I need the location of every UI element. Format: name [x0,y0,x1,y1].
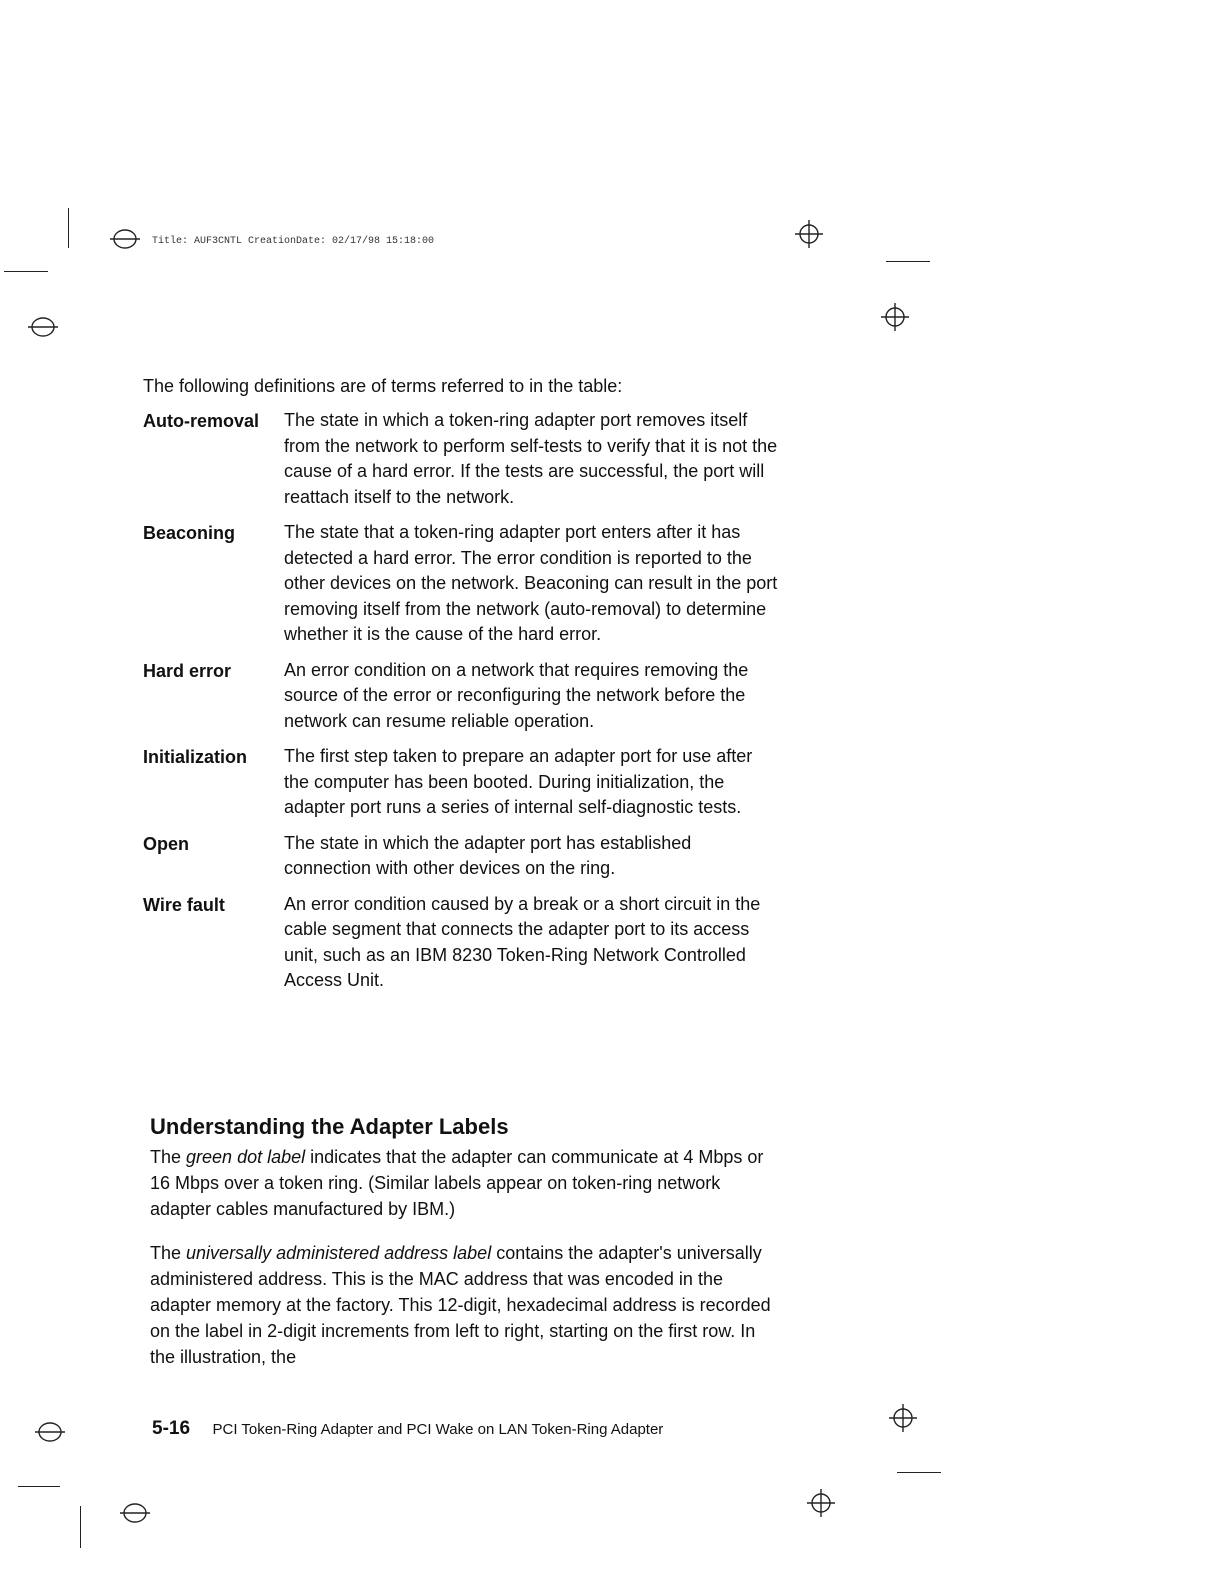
definition-term: Hard error [143,660,232,681]
definition-item [143,744,783,821]
registration-mark-icon [33,1421,67,1443]
registration-mark-icon [108,228,142,250]
crosshair-mark-icon [806,1488,836,1518]
crop-mark [68,208,69,248]
definition-term: Auto-removal [143,411,260,431]
definition-description: An error condition caused by a break or a short circuit in the cable segment that connects the adapter port to its access unit, such as an IBM 8230 Token-Ring Network Controlled Access Unit. [284,893,761,990]
definition-description: The state in which a token-ring adapter port removes itself from the network to perform self-tests to verify that it is not the cause of a hard error. If the tests are successful, the port will reattach itself to the network. [284,410,778,507]
definition-item [143,520,783,648]
green-dot-paragraph [150,1144,780,1222]
print-metadata: Title: AUF3CNTL CreationDate: 02/17/98 15:18:00 [152,236,435,247]
paragraph-text: The [150,1147,187,1167]
definition-term: Beaconing [143,523,236,543]
definition-term: Wire fault [143,894,225,915]
crop-mark [80,1506,81,1548]
definition-item [143,658,783,735]
definition-description: The state in which the adapter port has established connection with other devices on the ring. [284,832,692,878]
definition-description: The first step taken to prepare an adapter port for use after the computer has been booted. During initialization, the adapter port runs a series of internal self-diagnostic tests. [284,746,753,817]
registration-mark-icon [26,316,60,338]
crosshair-mark-icon [794,219,824,249]
definition-item [143,408,783,510]
definition-term: Initialization [143,747,248,767]
address-label-paragraph [150,1240,780,1370]
definition-description: The state that a token-ring adapter port enters after it has detected a hard error. The error condition is reported to the other devices on the network. Beaconing can result in the port removing itself from the network (auto-removal) to determine whether it is the cause of the hard error. [284,522,778,644]
paragraph-text: contains the adapter's universally administered address. This is the MAC address that was encoded in the adapter memory at the factory. This 12-digit, hexadecimal address is recorded on the label in 2-digit increments from left to right, starting on the first row. In the illustration, the [150,1243,771,1367]
crop-mark [18,1486,60,1487]
definition-term: Open [143,833,190,854]
emphasized-term: green dot label [186,1147,306,1167]
crop-mark [886,261,930,262]
intro-text: The following definitions are of terms referred to in the table: [143,376,623,396]
emphasized-term: universally administered address label [186,1243,492,1263]
definition-list [143,408,783,994]
registration-mark-icon [118,1502,152,1524]
definition-description: An error condition on a network that requires removing the source of the error or reconfiguring the network before the network can resume reliable operation. [284,659,749,731]
section-heading: Understanding the Adapter Labels [150,1114,509,1139]
page-footer [152,1418,663,1440]
crop-mark [897,1472,941,1473]
definition-item [143,892,783,994]
crop-mark [4,271,48,272]
paragraph-text: indicates that the adapter can communicate at 4 Mbps or 16 Mbps over a token ring. (Similar labels appear on token-ring network adapter cables manufactured by IBM.) [150,1147,764,1219]
crosshair-mark-icon [880,302,910,332]
paragraph-text: The [150,1243,187,1263]
definition-item [143,831,783,882]
crosshair-mark-icon [888,1403,918,1433]
page-number: 5-16 [152,1418,191,1439]
footer-title: PCI Token-Ring Adapter and PCI Wake on LAN Token-Ring Adapter [212,1421,664,1438]
